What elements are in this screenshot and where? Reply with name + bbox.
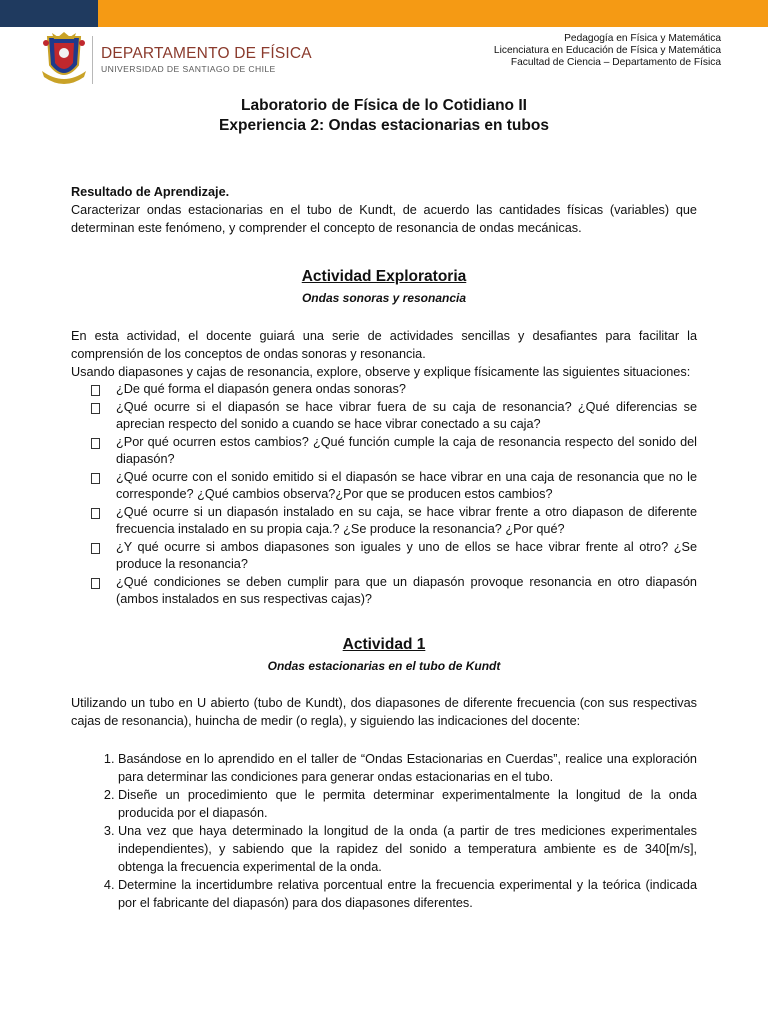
university-crest-logo (38, 31, 90, 91)
checkbox-icon (91, 385, 100, 396)
activity1-step-list (71, 750, 697, 912)
department-name: DEPARTAMENTO DE FÍSICA (101, 45, 312, 62)
activity1-subheading: Ondas estacionarias en el tubo de Kundt (267, 658, 501, 673)
activity1-intro: Utilizando un tubo en U abierto (tubo de Kundt), dos diapasones de diferente frecuencia (con sus respectivas cajas de resonancia), huincha de medir (o regla), y siguiendo las indicaciones del docente: (71, 695, 697, 728)
list-item: 3. Una vez que haya determinado la longitud de la onda (a partir de tres mediciones experimentales independientes), y sabiendo que la rapidez del sonido a temperatura ambiente es de 340[m/s], obtenga la frecuencia experimental de la onda. (118, 822, 697, 876)
exploratory-paragraph: Usando diapasones y cajas de resonancia, explore, observe y explique físicamente las siguientes situaciones: (71, 365, 691, 379)
activity1-heading: Actividad 1 (342, 635, 426, 653)
header-affiliations (494, 33, 721, 70)
list-item: ¿Qué ocurre con el sonido emitido si el diapasón se hace vibrar en una caja de resonancia que no le corresponde? ¿Qué cambios observa?¿Por que se producen estos cambios? (91, 469, 697, 504)
checkbox-icon (91, 473, 100, 484)
list-item: 4. Determine la incertidumbre relativa porcentual entre la frecuencia experimental y la teórica (indicada por el fabricante del diapasón) para dos diapasones diferentes. (118, 876, 697, 912)
affiliation-line: Pedagogía en Física y Matemática (564, 33, 721, 44)
list-item: ¿Y qué ocurre si ambos diapasones son iguales y uno de ellos se hace vibrar frente al otro? ¿Se produce la resonancia? (91, 539, 697, 574)
list-item: 2. Diseñe un procedimiento que le permita determinar experimentalmente la longitud de la onda producida por el diapasón. (118, 786, 697, 822)
university-name: UNIVERSIDAD DE SANTIAGO DE CHILE (101, 64, 276, 74)
checkbox-icon (91, 508, 100, 519)
checkbox-icon (91, 578, 100, 589)
checkbox-icon (91, 403, 100, 414)
list-item: ¿Por qué ocurren estos cambios? ¿Qué función cumple la caja de resonancia respecto del sonido del diapasón? (91, 434, 697, 469)
list-item: ¿Qué ocurre si el diapasón se hace vibrar fuera de su caja de resonancia? ¿Qué diferencias se aprecian respecto del sonido a cuando se hace vibrar conectado a su caja? (91, 399, 697, 434)
exploratory-question-list (71, 381, 697, 609)
learning-outcome-text: Caracterizar ondas estacionarias en el tubo de Kundt, de acuerdo las cantidades físicas (variables) que determinan este fenómeno, y comprender el concepto de resonancia de ondas mecánicas. (71, 203, 697, 235)
learning-outcome-label: Resultado de Aprendizaje. (71, 185, 230, 199)
list-item: ¿Qué condiciones se deben cumplir para que un diapasón provoque resonancia en otro diapasón (ambos instalados en sus respectivas cajas)? (91, 574, 697, 609)
checkbox-icon (91, 543, 100, 554)
document-title: Laboratorio de Física de lo Cotidiano II (241, 97, 527, 114)
affiliation-line: Licenciatura en Educación de Física y Matemática (493, 45, 721, 57)
exploratory-subheading: Ondas sonoras y resonancia (301, 291, 467, 305)
document-body (71, 96, 697, 912)
document-subtitle: Experiencia 2: Ondas estacionarias en tubos (219, 117, 549, 134)
list-item: ¿De qué forma el diapasón genera ondas sonoras? (91, 381, 697, 399)
header-divider (92, 36, 93, 84)
checkbox-icon (91, 438, 100, 449)
header-bar-orange (98, 0, 768, 27)
exploratory-heading: Actividad Exploratoria (301, 268, 467, 285)
list-item: ¿Qué ocurre si un diapasón instalado en su caja, se hace vibrar frente a otro diapason de diferente frecuencia instalado en su propia caja.? ¿Se produce la resonancia? ¿Por qué? (91, 504, 697, 539)
list-item: 1. Basándose en lo aprendido en el taller de “Ondas Estacionarias en Cuerdas”, realice una exploración para determinar las condiciones para generar ondas estacionarias en el tubo. (118, 750, 697, 786)
exploratory-paragraph: En esta actividad, el docente guiará una serie de actividades sencillas y desafiantes para facilitar la comprensión de los conceptos de ondas sonoras y resonancia. (71, 329, 697, 361)
department-brand (101, 45, 312, 74)
header-bar-dark (0, 0, 98, 27)
affiliation-line: Facultad de Ciencia – Departamento de Física (510, 57, 721, 69)
